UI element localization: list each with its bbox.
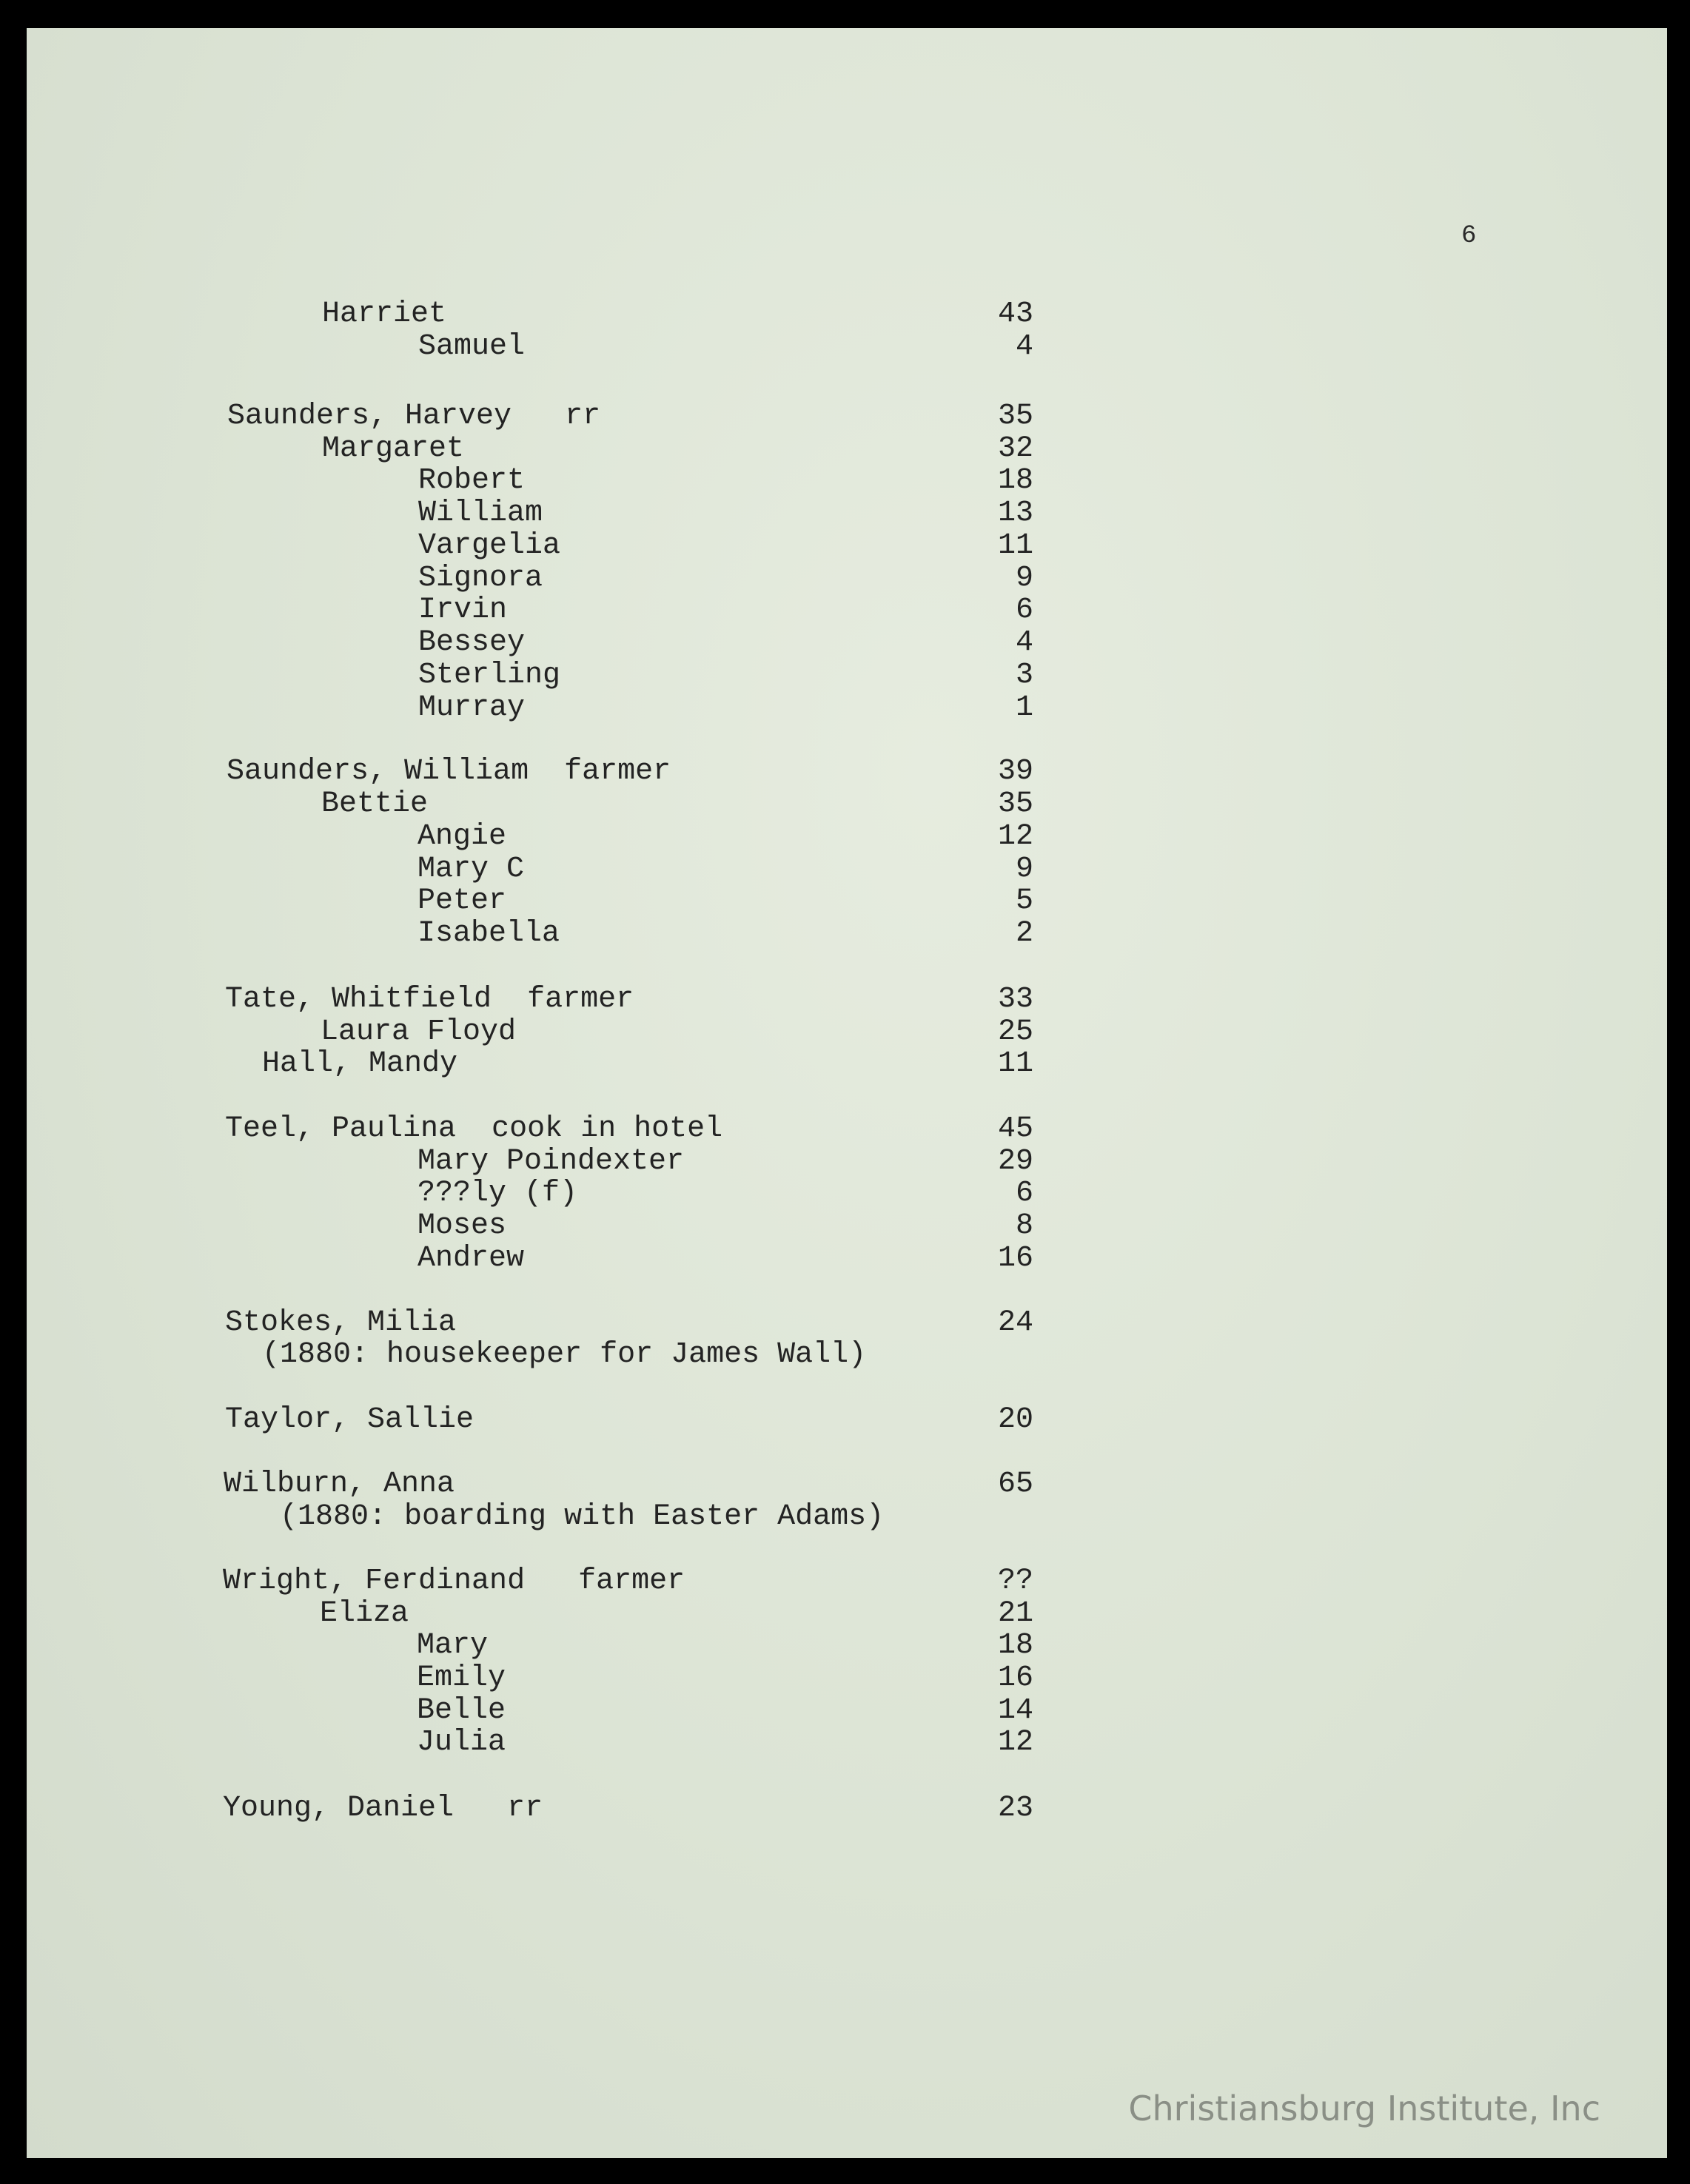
record-text: Vargelia [418, 529, 561, 562]
record-text: Irvin [418, 594, 508, 627]
record-age: 13 [997, 497, 1033, 530]
record-age: 23 [997, 1792, 1033, 1825]
record-text: Wright, Ferdinand farmer [223, 1565, 685, 1598]
record-text: Isabella [418, 917, 560, 950]
record-text: Wilburn, Anna [224, 1468, 455, 1501]
record-text: Young, Daniel rr [223, 1792, 543, 1825]
record-text: Saunders, Harvey rr [227, 400, 601, 433]
record-text: William [418, 497, 543, 530]
record-text: Moses [418, 1209, 507, 1243]
record-text: Robert [418, 464, 526, 497]
census-record-list [27, 28, 1667, 2158]
record-age: 29 [997, 1145, 1033, 1178]
record-age: 16 [997, 1661, 1033, 1695]
record-text: Sterling [418, 659, 561, 692]
record-text: (1880: housekeeper for James Wall) [262, 1338, 867, 1371]
record-age: 45 [997, 1112, 1033, 1146]
record-text: Signora [418, 562, 543, 595]
record-text: Laura Floyd [321, 1015, 517, 1049]
record-text: Tate, Whitfield farmer [225, 983, 634, 1016]
record-age: 11 [997, 1047, 1033, 1081]
record-age: 65 [997, 1468, 1033, 1501]
record-age: 9 [1015, 853, 1033, 886]
record-text: Stokes, Milia [225, 1306, 457, 1340]
record-text: Mary Poindexter [418, 1145, 685, 1178]
document-page [27, 28, 1667, 2158]
record-age: 25 [997, 1015, 1033, 1049]
record-age: 6 [1015, 594, 1033, 627]
record-text: Harriet [322, 298, 447, 331]
record-age: ?? [997, 1565, 1033, 1598]
record-age: 32 [997, 432, 1033, 466]
record-age: 39 [997, 755, 1033, 788]
record-age: 12 [997, 1726, 1033, 1759]
record-text: Emily [417, 1661, 506, 1695]
record-age: 12 [997, 820, 1033, 853]
record-text: Samuel [418, 330, 526, 363]
record-text: Teel, Paulina cook in hotel [225, 1112, 723, 1146]
record-age: 14 [997, 1694, 1033, 1727]
record-age: 1 [1015, 691, 1033, 725]
record-text: Andrew [418, 1242, 525, 1275]
record-text: Bettie [321, 787, 429, 821]
record-age: 4 [1015, 330, 1033, 363]
record-text: Margaret [322, 432, 465, 466]
record-age: 2 [1015, 917, 1033, 950]
page-number: 6 [1461, 222, 1477, 250]
record-text: Julia [417, 1726, 506, 1759]
record-age: 3 [1015, 659, 1033, 692]
record-text: Saunders, William farmer [227, 755, 671, 788]
record-age: 35 [997, 787, 1033, 821]
record-age: 43 [997, 298, 1033, 331]
record-text: Bessey [418, 626, 526, 659]
record-text: Peter [418, 884, 507, 918]
record-text: Belle [417, 1694, 506, 1727]
record-text: Angie [418, 820, 507, 853]
watermark: Christiansburg Institute, Inc [1128, 2089, 1600, 2128]
record-age: 18 [997, 464, 1033, 497]
record-age: 24 [997, 1306, 1033, 1340]
record-age: 35 [997, 400, 1033, 433]
record-age: 21 [997, 1597, 1033, 1630]
record-age: 20 [997, 1403, 1033, 1437]
record-text: Hall, Mandy [262, 1047, 458, 1081]
record-text: Murray [418, 691, 526, 725]
record-text: Eliza [320, 1597, 409, 1630]
record-age: 16 [997, 1242, 1033, 1275]
record-age: 8 [1015, 1209, 1033, 1243]
record-age: 5 [1015, 884, 1033, 918]
record-age: 33 [997, 983, 1033, 1016]
record-text: (1880: boarding with Easter Adams) [280, 1500, 885, 1533]
record-age: 4 [1015, 626, 1033, 659]
record-text: Mary C [418, 853, 525, 886]
record-age: 11 [997, 529, 1033, 562]
record-age: 18 [997, 1629, 1033, 1662]
record-text: Mary [417, 1629, 489, 1662]
record-text: Taylor, Sallie [225, 1403, 475, 1437]
record-text: ???ly (f) [418, 1177, 578, 1210]
record-age: 6 [1015, 1177, 1033, 1210]
record-age: 9 [1015, 562, 1033, 595]
